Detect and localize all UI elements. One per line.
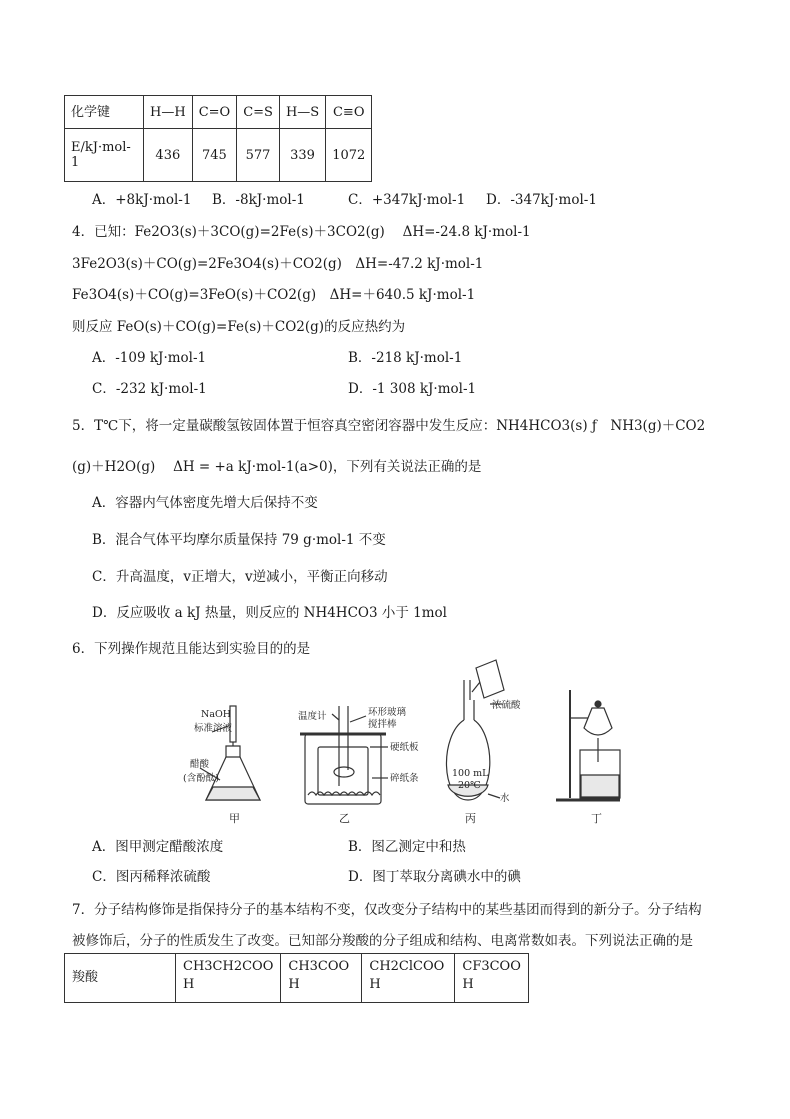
fig-label: 100 mL (452, 768, 489, 779)
cell-line: CH3CH2COO (183, 959, 274, 974)
cell-line: H (183, 977, 195, 992)
q6-option-a: A．图甲测定醋酸浓度 (92, 839, 224, 855)
q5-option-c: C．升高温度，v正增大，v逆减小，平衡正向移动 (92, 569, 388, 585)
table-cell: 化学键 (65, 96, 144, 129)
q6-option-d: D．图丁萃取分离碘水中的碘 (348, 869, 521, 885)
cell-line: CF3COO (462, 959, 521, 974)
q4-option-b: B．-218 kJ·mol-1 (348, 350, 463, 366)
fig-caption-yi: 乙 (339, 812, 350, 825)
q6-option-b: B．图乙测定中和热 (348, 839, 466, 855)
fig-label: (含酚酞) (183, 773, 219, 784)
fig-label: 水 (500, 793, 510, 804)
table-row (65, 954, 529, 1003)
table-cell: C=S (237, 96, 280, 129)
fig-label: 标准溶液 (194, 723, 233, 734)
q4-option-a: A．-109 kJ·mol-1 (92, 350, 207, 366)
q6-option-c: C．图丙稀释浓硫酸 (92, 869, 211, 885)
q3-option-b: B．-8kJ·mol-1 (212, 192, 305, 208)
table-cell: 羧酸 (65, 954, 176, 1003)
table-cell (176, 954, 281, 1003)
q4-line3: Fe3O4(s)＋CO(g)=3FeO(s)＋CO2(g) ΔH=＋640.5 kJ·mol-1 (72, 287, 476, 303)
q5-option-d: D．反应吸收 a kJ 热量，则反应的 NH4HCO3 小于 1mol (92, 605, 447, 621)
table-cell: C=O (192, 96, 237, 129)
fig-label: 搅拌棒 (368, 719, 397, 730)
table-cell: 1072 (326, 129, 372, 182)
fig-caption-jia: 甲 (229, 812, 240, 825)
q3-option-a: A．+8kJ·mol-1 (92, 192, 192, 208)
fig-label: 碎纸条 (390, 773, 419, 784)
fig-label: 20℃ (458, 780, 481, 791)
q3-option-d: D．-347kJ·mol-1 (486, 192, 597, 208)
fig-label: 醋酸 (190, 759, 210, 770)
fig-caption-ding: 丁 (591, 812, 602, 825)
table-cell: 436 (144, 129, 193, 182)
q5-option-a: A．容器内气体密度先增大后保持不变 (92, 495, 318, 511)
carboxylic-acid-table (64, 953, 529, 1003)
q4-line1: 4．已知：Fe2O3(s)＋3CO(g)=2Fe(s)＋3CO2(g) ΔH=-24.8 kJ·mol-1 (72, 224, 531, 240)
q5-option-b: B．混合气体平均摩尔质量保持 79 g·mol-1 不变 (92, 532, 386, 548)
table-cell: 577 (237, 129, 280, 182)
fig-caption-bing: 丙 (465, 812, 476, 825)
table-cell: E/kJ·mol-1 (65, 129, 144, 182)
fig-label: 环形玻璃 (368, 707, 407, 718)
cell-line: CH2ClCOO (369, 959, 445, 974)
q3-option-c: C．+347kJ·mol-1 (348, 192, 466, 208)
q4-option-c: C．-232 kJ·mol-1 (92, 381, 207, 397)
fig-label: 浓硫酸 (492, 700, 521, 711)
cell-line: H (462, 977, 474, 992)
cell-line: CH3COO (288, 959, 350, 974)
q4-line4: 则反应 FeO(s)＋CO(g)=Fe(s)＋CO2(g)的反应热约为 (72, 319, 406, 335)
table-cell (281, 954, 362, 1003)
q7-line2: 被修饰后，分子的性质发生了改变。已知部分羧酸的分子组成和结构、电离常数如表。下列说法正确的是 (72, 933, 693, 949)
table-cell: C≡O (326, 96, 372, 129)
table-cell: 745 (192, 129, 237, 182)
q4-line2: 3Fe2O3(s)＋CO(g)=2Fe3O4(s)＋CO2(g) ΔH=-47.2 kJ·mol-1 (72, 256, 484, 272)
q4-option-d: D．-1 308 kJ·mol-1 (348, 381, 477, 397)
q5-line1: 5．T℃下，将一定量碳酸氢铵固体置于恒容真空密闭容器中发生反应：NH4HCO3(s) ƒ NH3(g)＋CO2 (72, 418, 706, 434)
cell-line: H (369, 977, 381, 992)
table-cell: H—S (279, 96, 325, 129)
q5-line2: (g)＋H2O(g) ΔH = +a kJ·mol-1(a>0)，下列有关说法正确的是 (72, 459, 482, 475)
fig-label: 温度计 (298, 711, 327, 722)
fig-label: NaOH (201, 709, 232, 720)
table-cell: H—H (144, 96, 193, 129)
table-cell: 339 (279, 129, 325, 182)
q6-stem: 6．下列操作规范且能达到实验目的的是 (72, 641, 311, 657)
cell-line: H (288, 977, 300, 992)
table-cell (362, 954, 455, 1003)
titration-apparatus-icon (200, 706, 260, 800)
fig-label: 硬纸板 (390, 742, 419, 753)
separatory-funnel-icon (556, 690, 620, 800)
q7-line1: 7．分子结构修饰是指保持分子的基本结构不变，仅改变分子结构中的某些基团而得到的新分子。分子结构 (72, 902, 702, 918)
table-cell (455, 954, 529, 1003)
volumetric-flask-icon (446, 660, 504, 800)
